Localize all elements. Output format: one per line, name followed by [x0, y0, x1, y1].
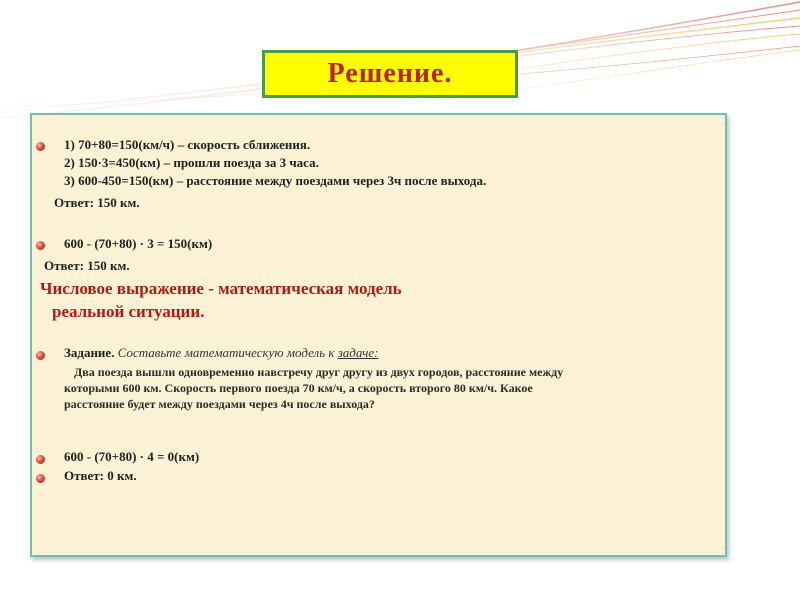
bullet-icon: [36, 455, 45, 464]
content-panel: [30, 113, 727, 557]
task-solution-formula: 600 - (70+80) · 4 = 0(км): [64, 449, 200, 464]
expression-answer: Ответ: 150 км.: [44, 258, 130, 273]
bullet-icon: [36, 142, 45, 151]
conclusion-line-2: реальной ситуации.: [52, 302, 205, 321]
task-label: Задание.: [64, 345, 115, 360]
solution-step-3: 3) 600-450=150(км) – расстояние между поездами через 3ч после выхода.: [64, 173, 487, 188]
task-link: задаче:: [337, 345, 379, 360]
task-text-line-3: расстояние будет между поездами через 4ч после выхода?: [64, 397, 375, 411]
solution-answer: Ответ: 150 км.: [54, 195, 140, 210]
bullet-icon: [36, 474, 45, 483]
task-solution-answer: Ответ: 0 км.: [64, 468, 137, 483]
task-text-line-1: Два поезда вышли одновременно навстречу друг другу из двух городов, расстояние между: [74, 365, 564, 379]
task-text-line-2: которыми 600 км. Скорость первого поезда 70 км/ч, а скорость второго 80 км/ч. Какое: [64, 381, 533, 395]
bullet-icon: [36, 351, 45, 360]
title-box: [262, 50, 518, 98]
bullet-icon: [36, 241, 45, 250]
task-instruction: Составьте математическую модель к: [117, 345, 335, 360]
solution-step-2: 2) 150·3=450(км) – прошли поезда за 3 часа.: [64, 155, 319, 170]
task-header: [64, 345, 378, 361]
conclusion-line-1: Числовое выражение - математическая модель: [40, 279, 402, 298]
expression-formula: 600 - (70+80) · 3 = 150(км): [64, 236, 213, 251]
solution-step-1: 1) 70+80=150(км/ч) – скорость сближения.: [64, 137, 311, 152]
slide-title: Решение.: [327, 58, 453, 89]
